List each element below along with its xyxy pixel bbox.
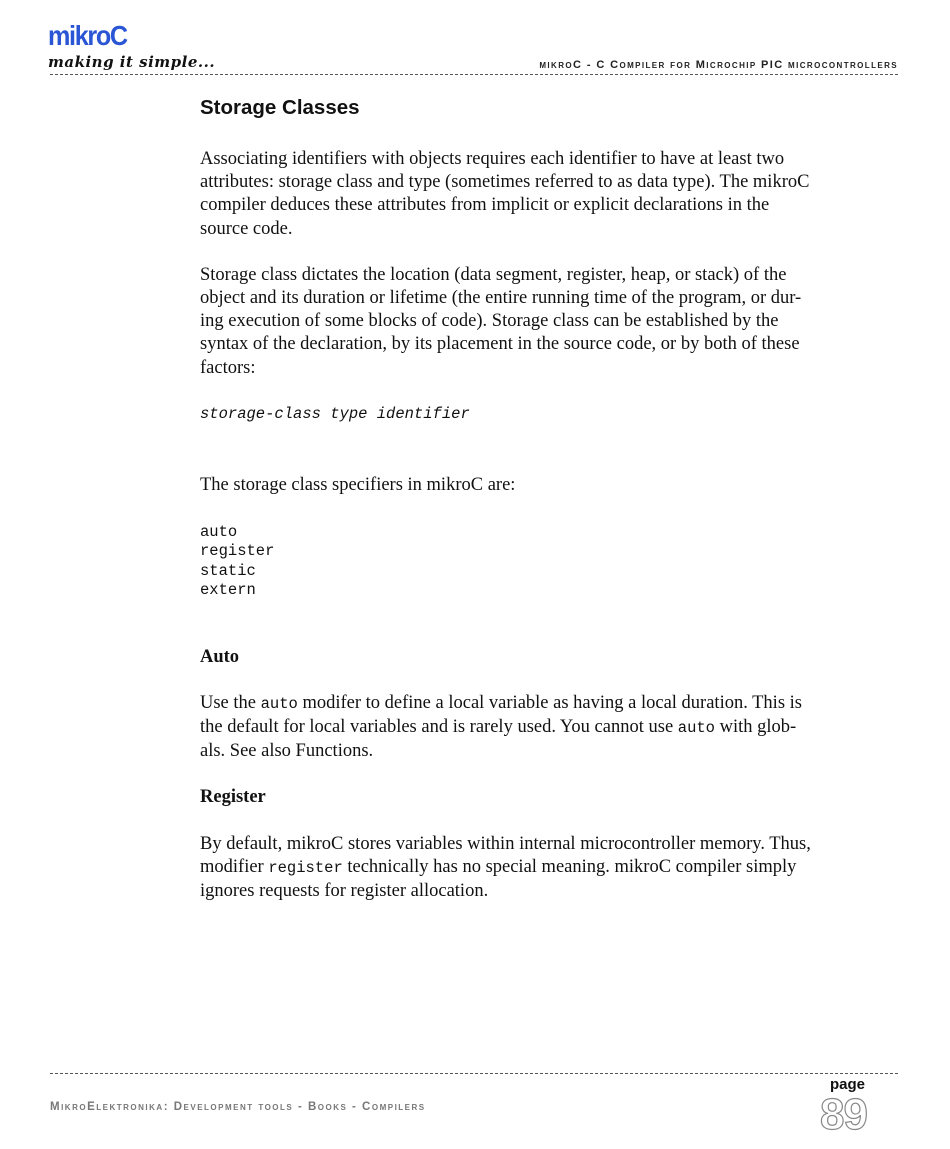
mikroc-logo: mikroC — [48, 20, 127, 51]
inline-code: register — [268, 858, 343, 877]
storage-class-paragraph: Storage class dictates the location (data segment, register, heap, or stack) of the object and its duration or lifetime (the entire running time of the program, or dur- ing execution of some blocks of code). Storage class can be established by the syntax of the declaration, by its placement in the source code, or by both of these factors: — [200, 264, 802, 378]
auto-heading: Auto — [200, 646, 240, 667]
intro-paragraph: Associating identifiers with objects requires each identifier to have at least two attributes: storage class and type (sometimes referred to as data type). The mikroC compiler deduces these attributes from implicit or explicit declarations in the source code. — [200, 149, 810, 239]
inline-code: auto — [260, 694, 298, 713]
syntax-line: storage-class type identifier — [200, 404, 470, 423]
register-heading: Register — [200, 787, 266, 808]
header-brand: mikroC — [539, 59, 583, 71]
auto-paragraph: Use the auto modifer to define a local variable as having a local duration. This is the default for local variables and is rarely used. You cannot use auto with glob- als. See also Functions. — [200, 692, 802, 762]
list-item: extern — [200, 581, 256, 600]
register-paragraph: By default, mikroC stores variables within internal microcontroller memory. Thus, modifier register technically has no special meaning. mikroC compiler simply ignores requests for register allocation. — [200, 833, 811, 901]
specifiers-intro: The storage class specifiers in mikroC are: — [200, 475, 516, 496]
list-item: register — [200, 542, 275, 561]
footer-divider — [50, 1073, 898, 1074]
page-content — [200, 94, 860, 903]
header-title — [539, 59, 898, 71]
header-title-rest: - C Compiler for Microchip PIC microcontrollers — [582, 59, 898, 71]
tagline: making it simple... — [48, 53, 216, 71]
specifier-list — [200, 523, 860, 601]
section-title: Storage Classes — [200, 96, 360, 119]
page-label: page — [830, 1076, 866, 1093]
header-divider — [50, 74, 898, 75]
list-item: auto — [200, 522, 238, 541]
footer-title: MikroElektronika: Development tools - Books - Compilers — [50, 1101, 426, 1113]
page-number: 89 — [820, 1090, 867, 1139]
list-item: static — [200, 561, 256, 580]
inline-code: auto — [677, 718, 715, 737]
